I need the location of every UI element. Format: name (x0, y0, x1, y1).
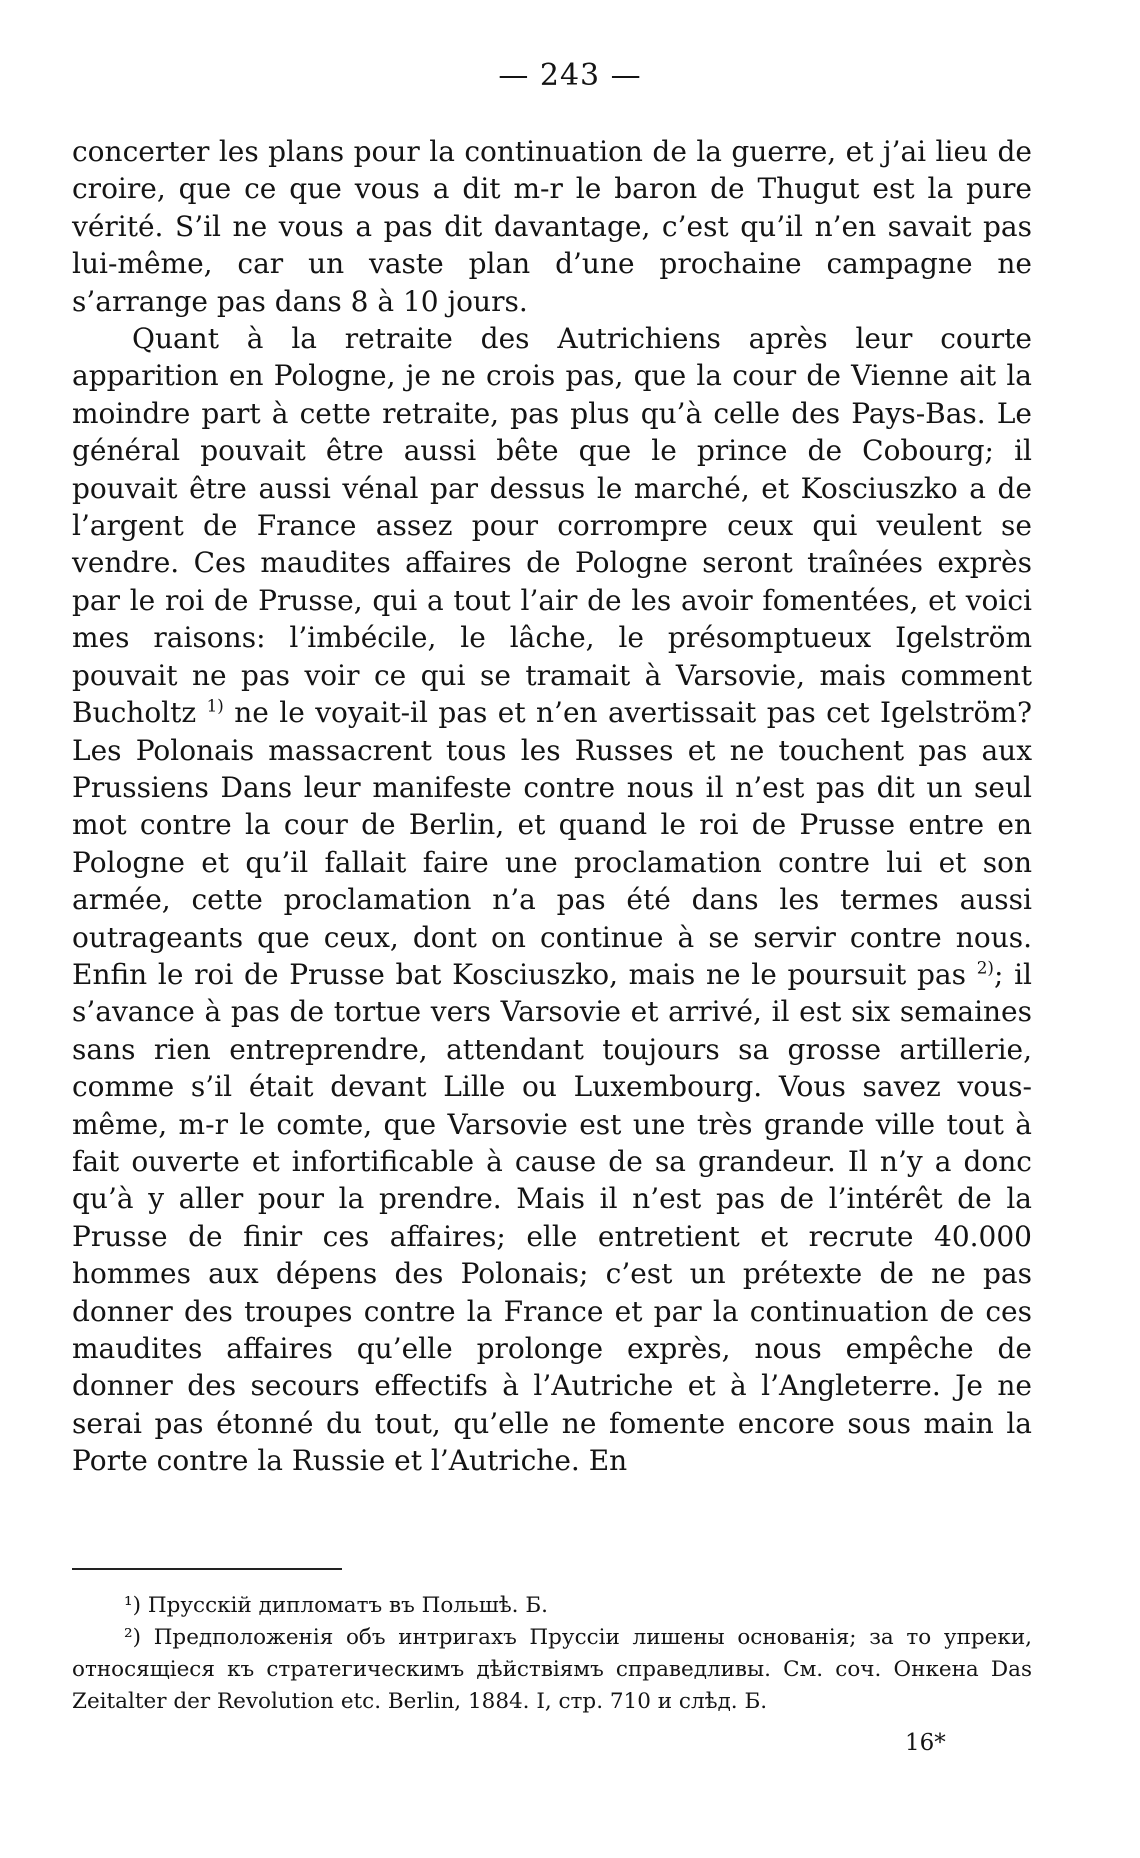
footnote-1-text: Прусскій дипломатъ въ Польшѣ. Б. (147, 1593, 548, 1618)
paragraph-2 (72, 320, 1032, 1480)
footnote-ref-2: 2) (976, 957, 994, 978)
footnote-1 (72, 1590, 1032, 1622)
main-text (72, 133, 1032, 1480)
paragraph-1: concerter les plans pour la continuation de la guerre, et j’ai lieu de croire, que ce que vous a dit m-r le baron de Thugut est la pure vérité. S’il ne vous a pas dit davantage, c’est qu’il n’en savait pas lui-même, car un vaste plan d’une prochaine campagne ne s’arrange pas dans 8 à 10 jours. (72, 135, 1032, 318)
footnote-1-marker: ¹) (124, 1593, 142, 1618)
footnote-divider (72, 1568, 342, 1570)
page-number: — 243 — (498, 58, 642, 93)
paragraph-2-part-1: Quant à la retraite des Autrichiens après leur courte apparition en Pologne, je ne crois pas, que la cour de Vienne ait la moindre part à cette retraite, pas plus qu’à celle des Pays-Bas. Le général pouvait être aussi bête que le prince de Cobourg; il pouvait être aussi vénal par dessus le marché, et Kosciuszko a de l’argent de France assez pour corrompre ceux qui veulent se vendre. Ces maudites affaires de Pologne seront traînées exprès par le roi de Prusse, qui a tout l’air de les avoir fomentées, et voici mes raisons: l’imbécile, le lâche, le présomptueux Igelström pouvait ne pas voir ce qui se tramait à Varsovie, mais comment Bucholtz (72, 322, 1032, 730)
paragraph-2-part-3: ; il s’avance à pas de tortue vers Varsovie et arrivé, il est six semaines sans rien entreprendre, attendant toujours sa grosse artillerie, comme s’il était devant Lille ou Luxembourg. Vous savez vous-même, m-r le comte, que Varsovie est une très grande ville tout à fait ouverte et infortificable à cause de sa grandeur. Il n’y a donc qu’à y aller pour la prendre. Mais il n’est pas de l’intérêt de la Prusse de finir ces affaires; elle entretient et recrute 40.000 hommes aux dépens des Polonais; c’est un prétexte de ne pas donner des troupes contre la France et par la continuation de ces maudites affaires qu’elle prolonge exprès, nous empêche de donner des secours effectifs à l’Autriche et à l’Angleterre. Je ne serai pas étonné du tout, qu’elle ne fomente encore sous main la Porte contre la Russie et l’Autriche. En (72, 957, 1033, 1478)
footnote-2-marker: ²) (124, 1625, 142, 1650)
signature-mark: 16* (905, 1730, 946, 1756)
footnotes (72, 1590, 1032, 1718)
footnote-ref-1: 1) (206, 695, 224, 716)
paragraph-2-part-2: ne le voyait-il pas et n’en avertissait pas cet Igelström? Les Polonais massacrent tous les Russes et ne touchent pas aux Prussiens Dans leur manifeste contre nous il n’est pas dit un seul mot contre la cour de Berlin, et quand le roi de Prusse entre en Pologne et qu’il fallait faire une proclamation contre lui et son armée, cette proclamation n’a pas été dans les termes aussi outrageants que ceux, dont on continue à se servir contre nous. Enfin le roi de Prusse bat Kosciuszko, mais ne le poursuit pas (72, 696, 1032, 991)
footnote-2 (72, 1622, 1032, 1718)
footnote-2-text: Предположенія объ интригахъ Пруссіи лишены основанія; за то упреки, относящіеся къ стратегическимъ дѣйствіямъ справедливы. См. соч. Онкена Das Zeitalter der Revolution etc. Berlin, 1884. I, стр. 710 и слѣд. Б. (72, 1625, 1032, 1714)
